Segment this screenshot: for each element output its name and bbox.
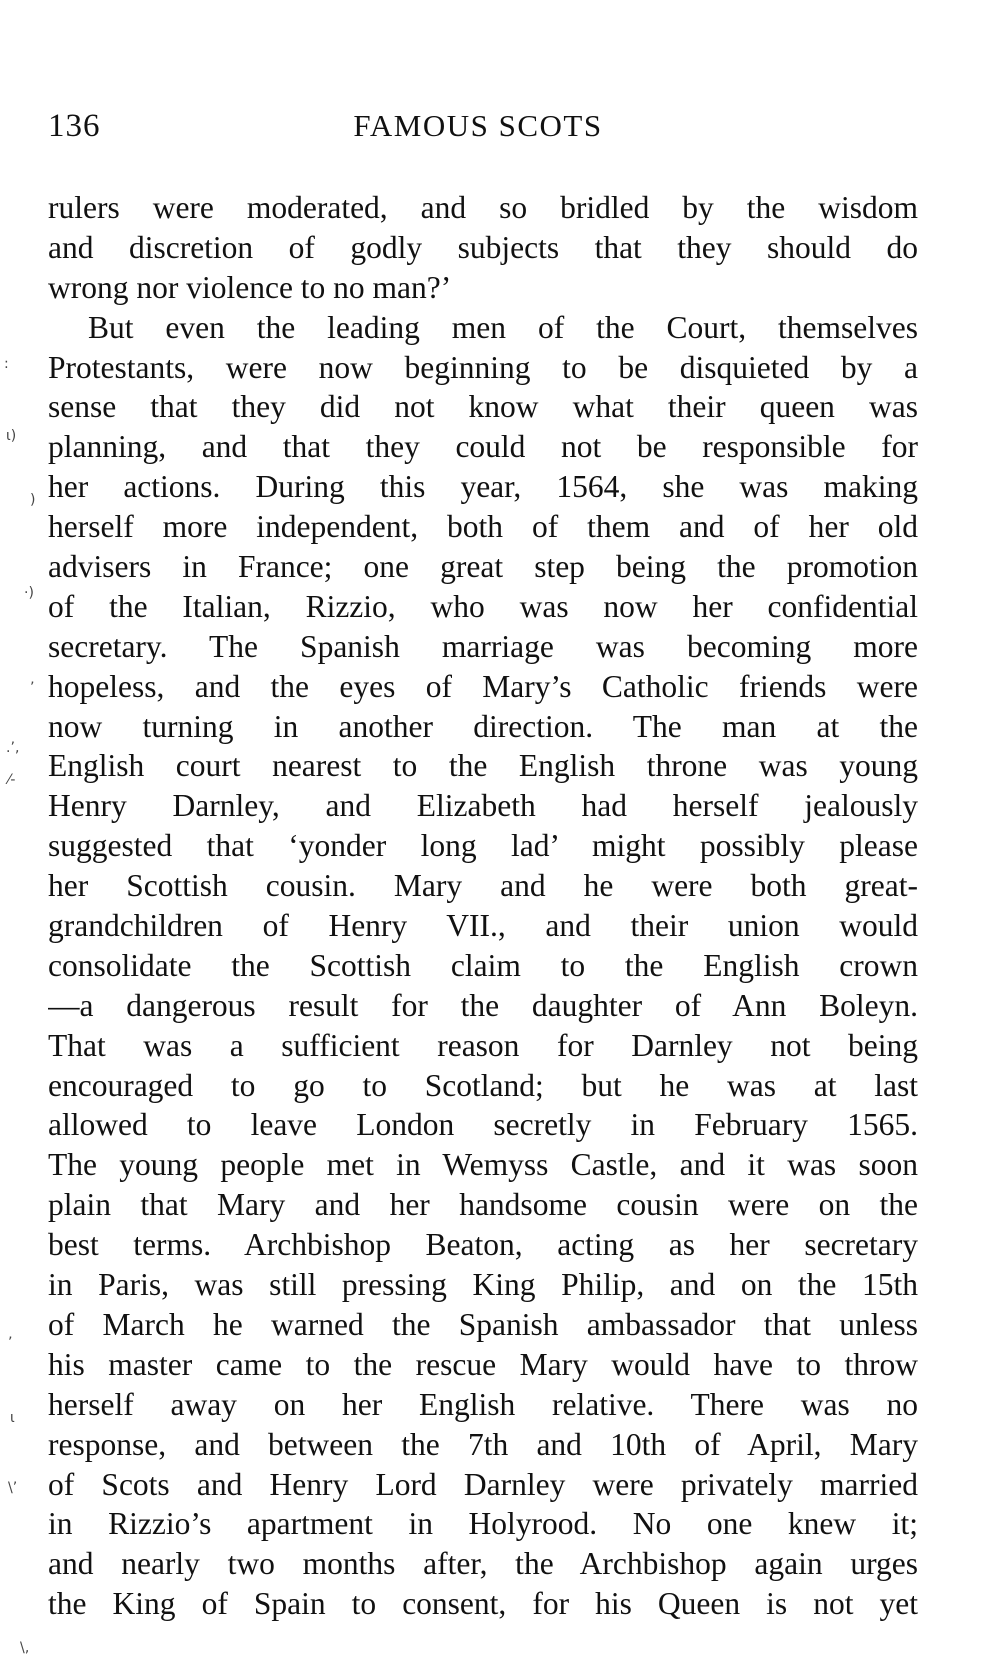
text-line: Henry Darnley, and Elizabeth had herself jealously [48, 788, 918, 824]
text-line: of the Italian, Rizzio, who was now her confidential [48, 588, 918, 624]
text-line: That was a sufficient reason for Darnley not being [48, 1027, 918, 1063]
text-line: planning, and that they could not be responsible for [48, 429, 918, 465]
text-line: in Paris, was still pressing King Philip, and on the 15th [48, 1267, 918, 1303]
text-line: —a dangerous result for the daughter of Ann Boleyn. [48, 987, 918, 1023]
text-line: her Scottish cousin. Mary and he were both great- [48, 868, 918, 904]
margin-mark: \‚ [20, 1640, 30, 1656]
text-line: his master came to the rescue Mary would have to throw [48, 1346, 918, 1382]
text-line: advisers in France; one great step being the promotion [48, 549, 918, 585]
text-line: the King of Spain to consent, for his Queen is not yet [48, 1586, 918, 1622]
text-line: rulers were moderated, and so bridled by the wisdom [48, 190, 918, 225]
margin-mark: ι) [6, 428, 17, 444]
text-line: hopeless, and the eyes of Mary’s Catholic friends were [48, 668, 918, 704]
body-text [48, 188, 918, 1624]
margin-mark: ’ [8, 1335, 13, 1351]
text-line: now turning in another direction. The man at the [48, 708, 918, 744]
text-line: and discretion of godly subjects that they should do [48, 229, 918, 265]
margin-mark: ⁄- [8, 772, 16, 788]
text-line: grandchildren of Henry VII., and their union would [48, 908, 918, 944]
margin-mark: .’‚ [6, 740, 20, 756]
text-line: encouraged to go to Scotland; but he was at last [48, 1067, 918, 1103]
text-line: consolidate the Scottish claim to the English crown [48, 947, 918, 983]
margin-mark: \’ [8, 1480, 18, 1496]
margin-mark: ·) [24, 585, 34, 601]
margin-mark: ι [10, 1410, 15, 1426]
text-line: wrong nor violence to no man?’ [48, 269, 452, 305]
text-line: of March he warned the Spanish ambassador that unless [48, 1306, 918, 1342]
text-line: response, and between the 7th and 10th of April, Mary [48, 1426, 918, 1462]
text-line: plain that Mary and her handsome cousin were on the [48, 1187, 918, 1223]
margin-annotations [0, 0, 46, 1675]
margin-mark: ) [30, 492, 36, 508]
text-line: English court nearest to the English throne was young [48, 748, 918, 784]
margin-mark: : [4, 356, 9, 372]
text-line: Protestants, were now beginning to be disquieted by a [48, 349, 918, 385]
page-header [48, 108, 908, 158]
text-line: But even the leading men of the Court, themselves [88, 309, 918, 345]
margin-mark: ’ [30, 680, 35, 696]
text-line: best terms. Archbishop Beaton, acting as her secretary [48, 1227, 918, 1263]
text-line: herself more independent, both of them and of her old [48, 509, 918, 545]
page-number: 136 [48, 108, 101, 144]
text-line: herself away on her English relative. There was no [48, 1386, 918, 1422]
text-line: in Rizzio’s apartment in Holyrood. No one knew it; [48, 1506, 918, 1542]
text-line: allowed to leave London secretly in February 1565. [48, 1107, 918, 1143]
text-line: secretary. The Spanish marriage was becoming more [48, 628, 918, 664]
text-line: and nearly two months after, the Archbishop again urges [48, 1546, 918, 1582]
text-line: suggested that ‘yonder long lad’ might possibly please [48, 828, 918, 864]
text-line: The young people met in Wemyss Castle, and it was soon [48, 1147, 918, 1183]
running-title: FAMOUS SCOTS [353, 108, 603, 143]
text-line: of Scots and Henry Lord Darnley were privately married [48, 1466, 918, 1502]
text-line: her actions. During this year, 1564, she was making [48, 469, 918, 505]
text-line: sense that they did not know what their queen was [48, 389, 918, 425]
